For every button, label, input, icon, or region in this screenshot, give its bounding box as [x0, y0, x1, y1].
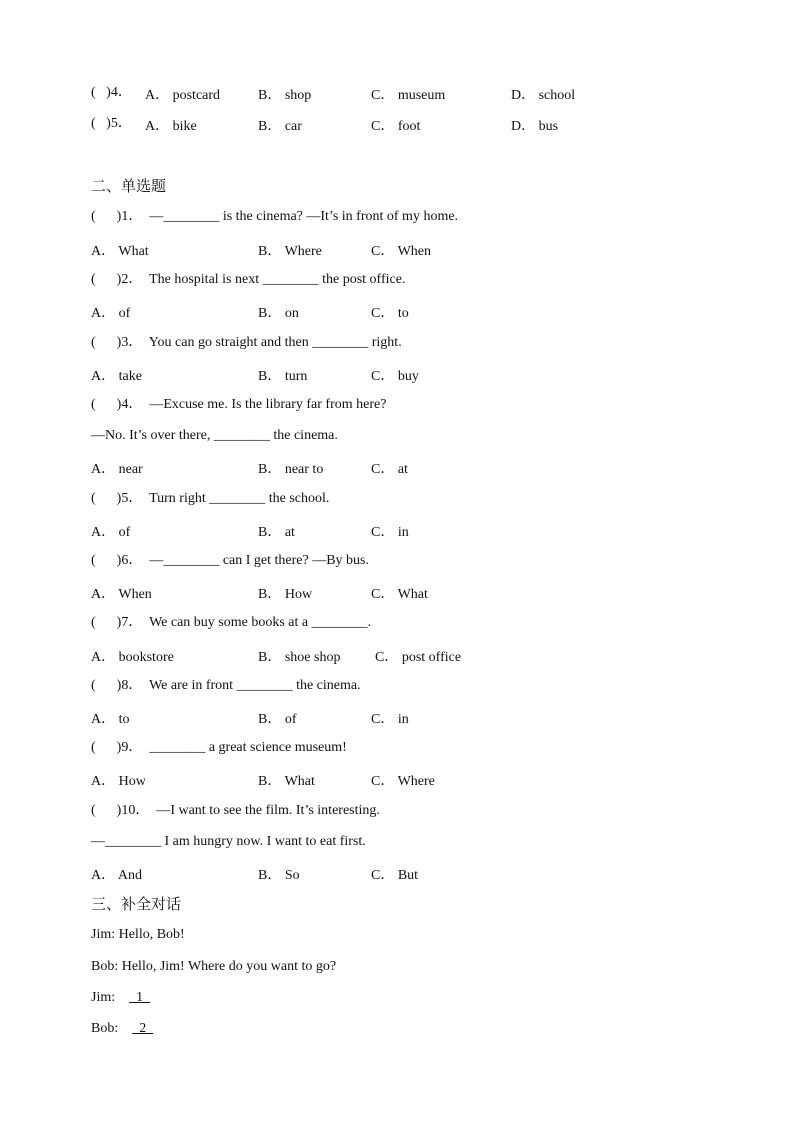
- speaker-label: Jim:: [91, 990, 116, 1005]
- option-a: A． bike: [145, 119, 197, 134]
- question-number: ( )4．: [91, 85, 132, 100]
- option-c: C． museum: [371, 88, 446, 103]
- option-c: C． What: [371, 587, 428, 602]
- option-d: D． school: [511, 88, 576, 103]
- speaker-label: Bob:: [91, 1021, 119, 1036]
- question-stem: ( )7． We can buy some books at a ________.: [91, 615, 372, 630]
- option-b: B． How: [258, 587, 313, 602]
- question-stem: ( )1． —________ is the cinema? —It’s in front of my home.: [91, 209, 459, 224]
- option-c: C． to: [371, 306, 409, 321]
- option-b: B． shop: [258, 88, 312, 103]
- option-a: A． postcard: [145, 88, 221, 103]
- option-a: A． take: [91, 369, 142, 384]
- section-heading: 二、单选题: [91, 177, 167, 195]
- option-c: C． But: [371, 868, 419, 883]
- question-stem: ( )2． The hospital is next ________ the post office.: [91, 272, 406, 287]
- option-c: C． in: [371, 525, 409, 540]
- option-a: A． What: [91, 244, 149, 259]
- question-row: [91, 84, 132, 102]
- option-a: A． When: [91, 587, 152, 602]
- option-a: A． of: [91, 306, 131, 321]
- question-stem: ( )5． Turn right ________ the school.: [91, 491, 330, 506]
- question-stem: ( )9． ________ a great science museum!: [91, 740, 347, 755]
- option-b: B． shoe shop: [258, 650, 341, 665]
- option-a: A． to: [91, 712, 130, 727]
- option-c: C． buy: [371, 369, 419, 384]
- question-stem: ( )3． You can go straight and then ________ right.: [91, 335, 402, 350]
- option-c: C． When: [371, 244, 432, 259]
- option-b: B． on: [258, 306, 299, 321]
- option-c: C． post office: [375, 650, 462, 665]
- option-a: A． How: [91, 774, 146, 789]
- option-b: B． So: [258, 868, 300, 883]
- question-stem-continued: —No. It’s over there, ________ the cinema.: [91, 428, 338, 443]
- option-b: B． at: [258, 525, 295, 540]
- option-b: B． of: [258, 712, 297, 727]
- option-a: A． bookstore: [91, 650, 174, 665]
- dialogue-line: Jim: Hello, Bob!: [91, 927, 185, 942]
- option-b: B． near to: [258, 462, 324, 477]
- question-stem: ( )8． We are in front ________ the cinema.: [91, 678, 361, 693]
- question-stem: ( )10． —I want to see the film. It’s interesting.: [91, 803, 380, 818]
- option-d: D． bus: [511, 119, 559, 134]
- option-a: A． near: [91, 462, 143, 477]
- dialogue-line: Bob: Hello, Jim! Where do you want to go?: [91, 959, 337, 974]
- option-a: A． of: [91, 525, 131, 540]
- question-stem-continued: —________ I am hungry now. I want to eat first.: [91, 834, 366, 849]
- dialogue-line: [91, 1020, 153, 1038]
- option-b: B． What: [258, 774, 315, 789]
- option-c: C． in: [371, 712, 409, 727]
- answer-blank: 2: [132, 1021, 154, 1036]
- question-row: [91, 115, 132, 133]
- option-b: B． turn: [258, 369, 308, 384]
- option-a: A． And: [91, 868, 142, 883]
- question-stem: ( )6． —________ can I get there? —By bus.: [91, 553, 369, 568]
- dialogue-line: [91, 989, 150, 1007]
- option-b: B． Where: [258, 244, 322, 259]
- option-b: B． car: [258, 119, 302, 134]
- question-number: ( )5．: [91, 116, 132, 131]
- option-c: C． foot: [371, 119, 421, 134]
- answer-blank: 1: [129, 990, 151, 1005]
- section-heading: 三、补全对话: [91, 895, 182, 913]
- question-stem: ( )4． —Excuse me. Is the library far from here?: [91, 397, 387, 412]
- option-c: C． Where: [371, 774, 435, 789]
- option-c: C． at: [371, 462, 408, 477]
